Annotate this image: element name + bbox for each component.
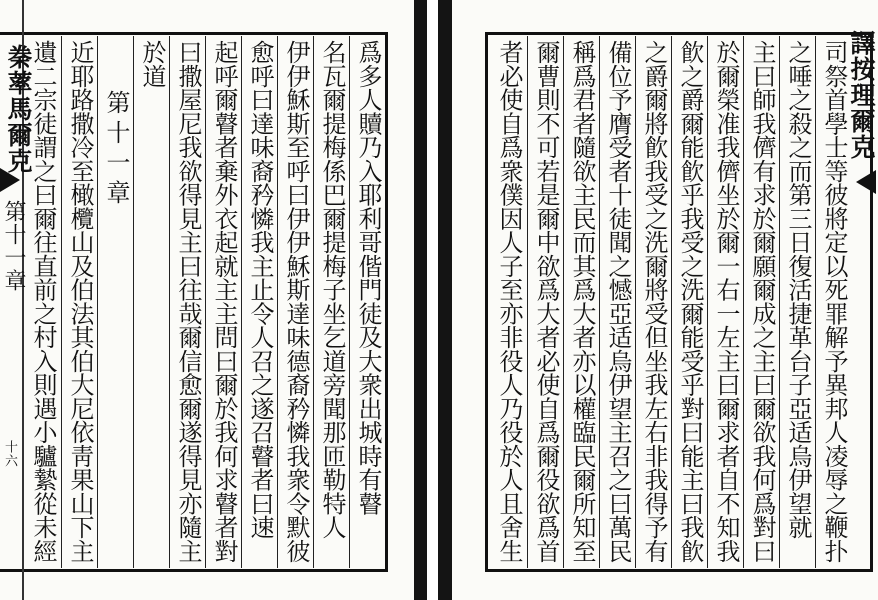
column-rule	[707, 36, 708, 568]
column-rule	[671, 36, 672, 568]
text-column: 之爵爾將飮我受之洗爾將受但坐我左右非我得予有	[640, 40, 668, 563]
fold-marker-right	[856, 170, 876, 194]
text-column: 於道	[138, 40, 166, 88]
left-running-title: 䅈䔞馬爾克	[4, 44, 33, 174]
text-column: 伊伊穌斯至呼曰伊伊穌斯達味德裔矜憐我衆令默彼	[282, 40, 310, 563]
column-rule	[133, 36, 134, 568]
column-rule	[241, 36, 242, 568]
right-running-title: 譯按理爾克	[847, 30, 876, 160]
text-column: 遺二宗徒謂之曰爾往直前之村入則遇小驢縶從未經	[29, 40, 57, 563]
text-column: 近耶路撒冷至橄欖山及伯法其伯大尼依靑果山下主	[66, 40, 94, 563]
column-rule	[599, 36, 600, 568]
binding-gutter	[414, 0, 427, 600]
text-column: 名瓦爾提梅係巴爾提梅子坐乞道旁聞那匝勒特人	[318, 40, 346, 539]
column-rule	[205, 36, 206, 568]
text-column: 之唾之殺之而第三日復活捷革台子亞适烏伊望就	[784, 40, 812, 539]
column-rule	[779, 36, 780, 568]
left-page	[0, 0, 414, 600]
text-column: 主曰師我儕有求於爾願爾成之主曰爾欲我何爲對曰	[748, 40, 776, 563]
text-column: 爲多人贖乃入耶利哥偕門徒及大衆出城時有瞽	[354, 40, 382, 515]
binding-gutter	[438, 0, 452, 600]
left-folio-number: 十六	[2, 440, 17, 468]
text-column: 者必使自爲衆僕因人子至亦非役人乃役於人且舍生	[495, 40, 523, 563]
text-column: 飮之爵爾能飮乎我受之洗爾能受乎對曰能主曰我飮	[676, 40, 704, 563]
text-column: 愈呼曰達味裔矜憐我主止令人召之遂召瞽者曰速	[246, 40, 274, 539]
text-column: 爾曹則不可若是爾中欲爲大者必使自爲爾役欲爲首	[532, 40, 560, 563]
column-rule	[527, 36, 528, 568]
column-rule	[313, 36, 314, 568]
text-column: 司祭首學士等彼將定以死罪解予異邦人凌辱之鞭扑	[820, 40, 848, 563]
right-page	[452, 0, 878, 600]
column-rule	[563, 36, 564, 568]
text-column: 稱爲君者隨欲主民而其爲大者亦以權臨民爾所知至	[568, 40, 596, 563]
fold-marker-left	[0, 168, 20, 192]
column-rule	[635, 36, 636, 568]
column-rule	[61, 36, 62, 568]
column-rule	[743, 36, 744, 568]
column-rule	[815, 36, 816, 568]
left-chapter-marker: 第十一章	[1, 200, 26, 292]
column-rule	[277, 36, 278, 568]
column-rule	[349, 36, 350, 568]
text-column: 起呼爾瞽者棄外衣起就主主問曰爾於我何求瞽者對	[210, 40, 238, 563]
text-column: 曰撒屋尼我欲得見主曰往哉爾信愈爾遂得見亦隨主	[174, 40, 202, 563]
column-rule	[97, 36, 98, 568]
text-column: 備位予膺受者十徒聞之憾亞适烏伊望主召之曰萬民	[604, 40, 632, 563]
binding-gap	[427, 0, 438, 600]
chapter-heading: 第十一章	[102, 90, 130, 210]
text-column: 於爾榮准我儕坐於爾一右一左主曰爾求者自不知我	[712, 40, 740, 563]
column-rule	[169, 36, 170, 568]
